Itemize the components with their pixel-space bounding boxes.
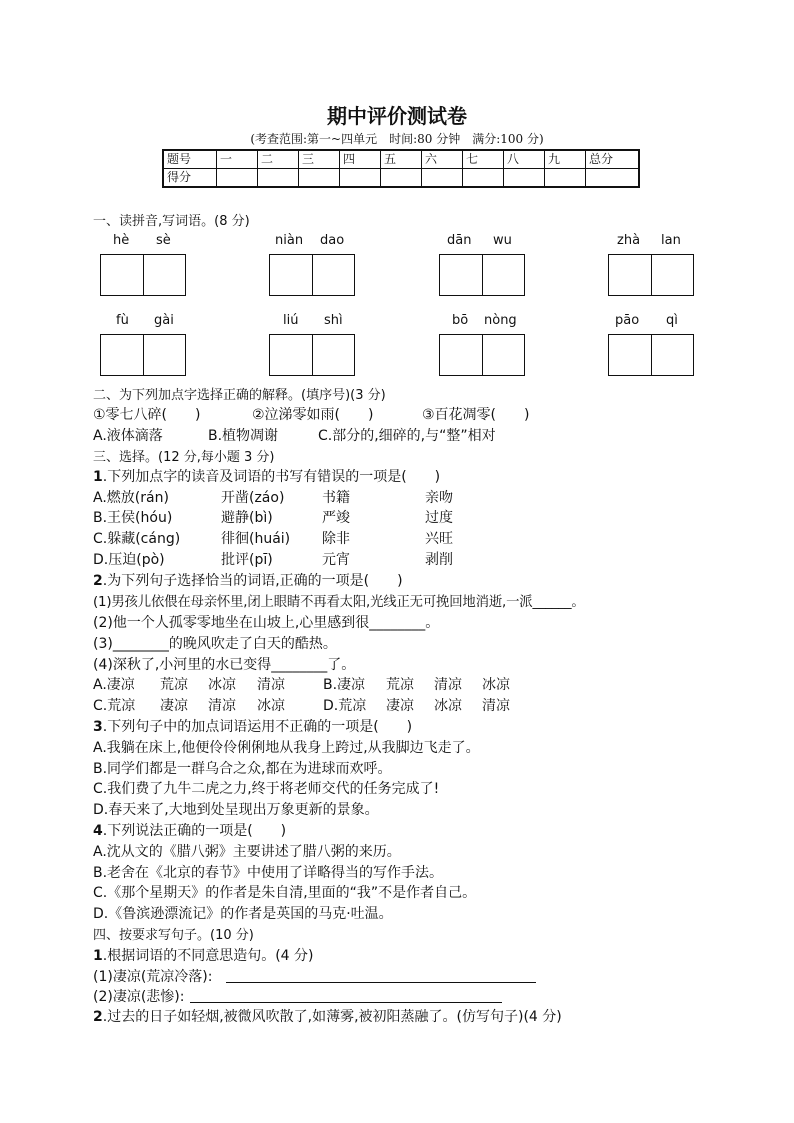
- question-stem: [93, 945, 313, 965]
- choice-cell: 凄凉: [386, 698, 414, 714]
- score-cell[interactable]: [586, 169, 640, 188]
- choice-cell: 书籍: [322, 490, 350, 506]
- section-3-heading: 三、选择。(12 分,每小题 3 分): [93, 450, 275, 465]
- choice-cell: 严竣: [322, 510, 350, 526]
- score-cell[interactable]: [545, 169, 586, 188]
- choice-option: A.我躺在床上,他便伶伶俐俐地从我身上跨过,从我脚边飞走了。: [93, 740, 480, 756]
- choice-cell: A.燃放(rán): [93, 490, 169, 506]
- answer-line[interactable]: [190, 1002, 502, 1003]
- answer-box-pair[interactable]: [439, 254, 525, 296]
- question-text: .下列加点字的读音及词语的书写有错误的一项是( ): [102, 469, 441, 485]
- question-number: 2: [93, 1009, 103, 1025]
- pinyin: dao: [320, 233, 345, 248]
- pinyin: pāo: [615, 313, 640, 328]
- choice-cell: 除非: [322, 531, 350, 547]
- score-header-cell: 七: [463, 150, 504, 169]
- score-cell[interactable]: [299, 169, 340, 188]
- choice-cell: C.荒凉: [93, 698, 136, 714]
- pinyin: shì: [324, 313, 343, 328]
- sec2-option: A.液体滴落: [93, 428, 163, 444]
- score-row-label: 得分: [163, 169, 217, 188]
- score-header-cell: 二: [258, 150, 299, 169]
- choice-cell: 凄凉: [160, 698, 188, 714]
- pinyin: liú: [283, 313, 299, 328]
- choice-option: D.春天来了,大地到处呈现出万象更新的景象。: [93, 802, 379, 818]
- question-text: .下列说法正确的一项是( ): [102, 823, 287, 839]
- pinyin: fù: [116, 313, 129, 328]
- question-stem: [93, 716, 412, 736]
- answer-line[interactable]: [226, 982, 536, 983]
- pinyin: dān: [447, 233, 472, 248]
- score-cell[interactable]: [504, 169, 545, 188]
- choice-cell: 清凉: [482, 698, 510, 714]
- question-text: .过去的日子如轻烟,被微风吹散了,如薄雾,被初阳蒸融了。(仿写句子)(4 分): [102, 1009, 562, 1025]
- score-table-score-row: [163, 169, 639, 188]
- pinyin: nòng: [484, 313, 517, 328]
- choice-cell: 过度: [425, 510, 453, 526]
- choice-cell: 冰凉: [482, 677, 510, 693]
- score-table-header-row: [163, 150, 639, 169]
- question-text: .根据词语的不同意思造句。(4 分): [102, 948, 314, 964]
- sentence-prompt: (1)凄凉(荒凉冷落):: [93, 969, 213, 985]
- choice-cell: 批评(pī): [221, 552, 273, 568]
- choice-cell: B.凄凉: [323, 677, 366, 693]
- question-number: 1: [93, 469, 103, 485]
- score-cell[interactable]: [422, 169, 463, 188]
- choice-cell: D.压迫(pò): [93, 552, 165, 568]
- choice-cell: 荒凉: [160, 677, 188, 693]
- score-header-cell: 四: [340, 150, 381, 169]
- answer-box-pair[interactable]: [100, 254, 186, 296]
- pinyin: bō: [452, 313, 469, 328]
- pinyin: hè: [113, 233, 130, 248]
- score-cell[interactable]: [463, 169, 504, 188]
- choice-cell: 剥削: [425, 552, 453, 568]
- question-number: 3: [93, 719, 103, 735]
- sentence-prompt: (2)凄凉(悲惨):: [93, 989, 185, 1005]
- pinyin: sè: [156, 233, 171, 248]
- question-number: 4: [93, 823, 103, 839]
- score-table: [162, 149, 640, 188]
- question-stem: [93, 820, 286, 840]
- choice-cell: 清凉: [434, 677, 462, 693]
- choice-cell: 开凿(záo): [221, 490, 285, 506]
- choice-cell: 冰凉: [257, 698, 285, 714]
- section-1-heading: 一、读拼音,写词语。(8 分): [93, 214, 250, 229]
- choice-cell: 元宵: [322, 552, 350, 568]
- section-4-heading: 四、按要求写句子。(10 分): [93, 928, 254, 943]
- score-cell[interactable]: [381, 169, 422, 188]
- pinyin: wu: [493, 233, 512, 248]
- choice-cell: 避静(bì): [221, 510, 273, 526]
- choice-cell: 冰凉: [208, 677, 236, 693]
- answer-box-pair[interactable]: [439, 334, 525, 376]
- sec2-item: ①零七八碎( ): [93, 407, 201, 423]
- score-header-cell: 六: [422, 150, 463, 169]
- sec2-item: ③百花凋零( ): [422, 407, 530, 423]
- choice-cell: 荒凉: [386, 677, 414, 693]
- choice-option: C.《那个星期天》的作者是朱自清,里面的“我”不是作者自己。: [93, 885, 477, 901]
- choice-cell: 清凉: [257, 677, 285, 693]
- score-header-cell: 总分: [586, 150, 640, 169]
- choice-cell: A.凄凉: [93, 677, 135, 693]
- choice-cell: 亲吻: [425, 490, 453, 506]
- pinyin: qì: [666, 313, 678, 328]
- choice-option: B.同学们都是一群乌合之众,都在为进球而欢呼。: [93, 761, 392, 777]
- section-2-heading: 二、为下列加点字选择正确的解释。(填序号)(3 分): [93, 388, 386, 403]
- pinyin: niàn: [275, 233, 304, 248]
- choice-cell: 清凉: [208, 698, 236, 714]
- score-header-cell: 三: [299, 150, 340, 169]
- sub-sentence: (3)________的晚风吹走了白天的酷热。: [93, 636, 337, 652]
- choice-cell: 徘徊(huái): [221, 531, 291, 547]
- score-header-cell: 五: [381, 150, 422, 169]
- score-cell[interactable]: [340, 169, 381, 188]
- answer-box-pair[interactable]: [608, 334, 694, 376]
- question-number: 1: [93, 948, 103, 964]
- score-header-cell: 一: [217, 150, 258, 169]
- pinyin: zhà: [617, 233, 641, 248]
- sub-sentence: (4)深秋了,小河里的水已变得________了。: [93, 657, 356, 673]
- score-header-cell: 八: [504, 150, 545, 169]
- score-cell[interactable]: [217, 169, 258, 188]
- answer-box-pair[interactable]: [269, 334, 355, 376]
- score-cell[interactable]: [258, 169, 299, 188]
- sub-sentence: (2)他一个人孤零零地坐在山坡上,心里感到很________。: [93, 615, 440, 631]
- sec2-item: ②泣涕零如雨( ): [252, 407, 374, 423]
- score-header-cell: 题号: [163, 150, 217, 169]
- choice-cell: B.王侯(hóu): [93, 510, 173, 526]
- choice-option: C.我们费了九牛二虎之力,终于将老师交代的任务完成了!: [93, 781, 440, 797]
- answer-box-pair[interactable]: [608, 254, 694, 296]
- choice-cell: 冰凉: [434, 698, 462, 714]
- score-header-cell: 九: [545, 150, 586, 169]
- answer-box-pair[interactable]: [269, 254, 355, 296]
- question-stem: [93, 466, 440, 486]
- question-stem: [93, 1006, 562, 1026]
- choice-option: B.老舍在《北京的春节》中使用了详略得当的写作手法。: [93, 865, 444, 881]
- choice-option: D.《鲁滨逊漂流记》的作者是英国的马克·吐温。: [93, 906, 393, 922]
- choice-cell: 兴旺: [425, 531, 453, 547]
- answer-box-pair[interactable]: [100, 334, 186, 376]
- choice-cell: C.躲藏(cáng): [93, 531, 181, 547]
- question-number: 2: [93, 573, 103, 589]
- choice-option: A.沈从文的《腊八粥》主要讲述了腊八粥的来历。: [93, 844, 401, 860]
- sec2-option: C.部分的,细碎的,与“整”相对: [318, 428, 496, 444]
- choice-cell: D.荒凉: [323, 698, 367, 714]
- pinyin: lan: [661, 233, 681, 248]
- sub-sentence: (1)男孩儿依偎在母亲怀里,闭上眼睛不再看太阳,光线正无可挽回地消逝,一派______。: [93, 595, 585, 610]
- question-stem: [93, 570, 403, 590]
- question-text: .为下列句子选择恰当的词语,正确的一项是( ): [102, 573, 403, 589]
- exam-subtitle: (考查范围:第一~四单元 时间:80 分钟 满分:100 分): [250, 132, 544, 146]
- question-text: .下列句子中的加点词语运用不正确的一项是( ): [102, 719, 413, 735]
- page-title: 期中评价测试卷: [327, 104, 467, 128]
- sec2-option: B.植物凋谢: [208, 428, 279, 444]
- pinyin: gài: [154, 313, 174, 328]
